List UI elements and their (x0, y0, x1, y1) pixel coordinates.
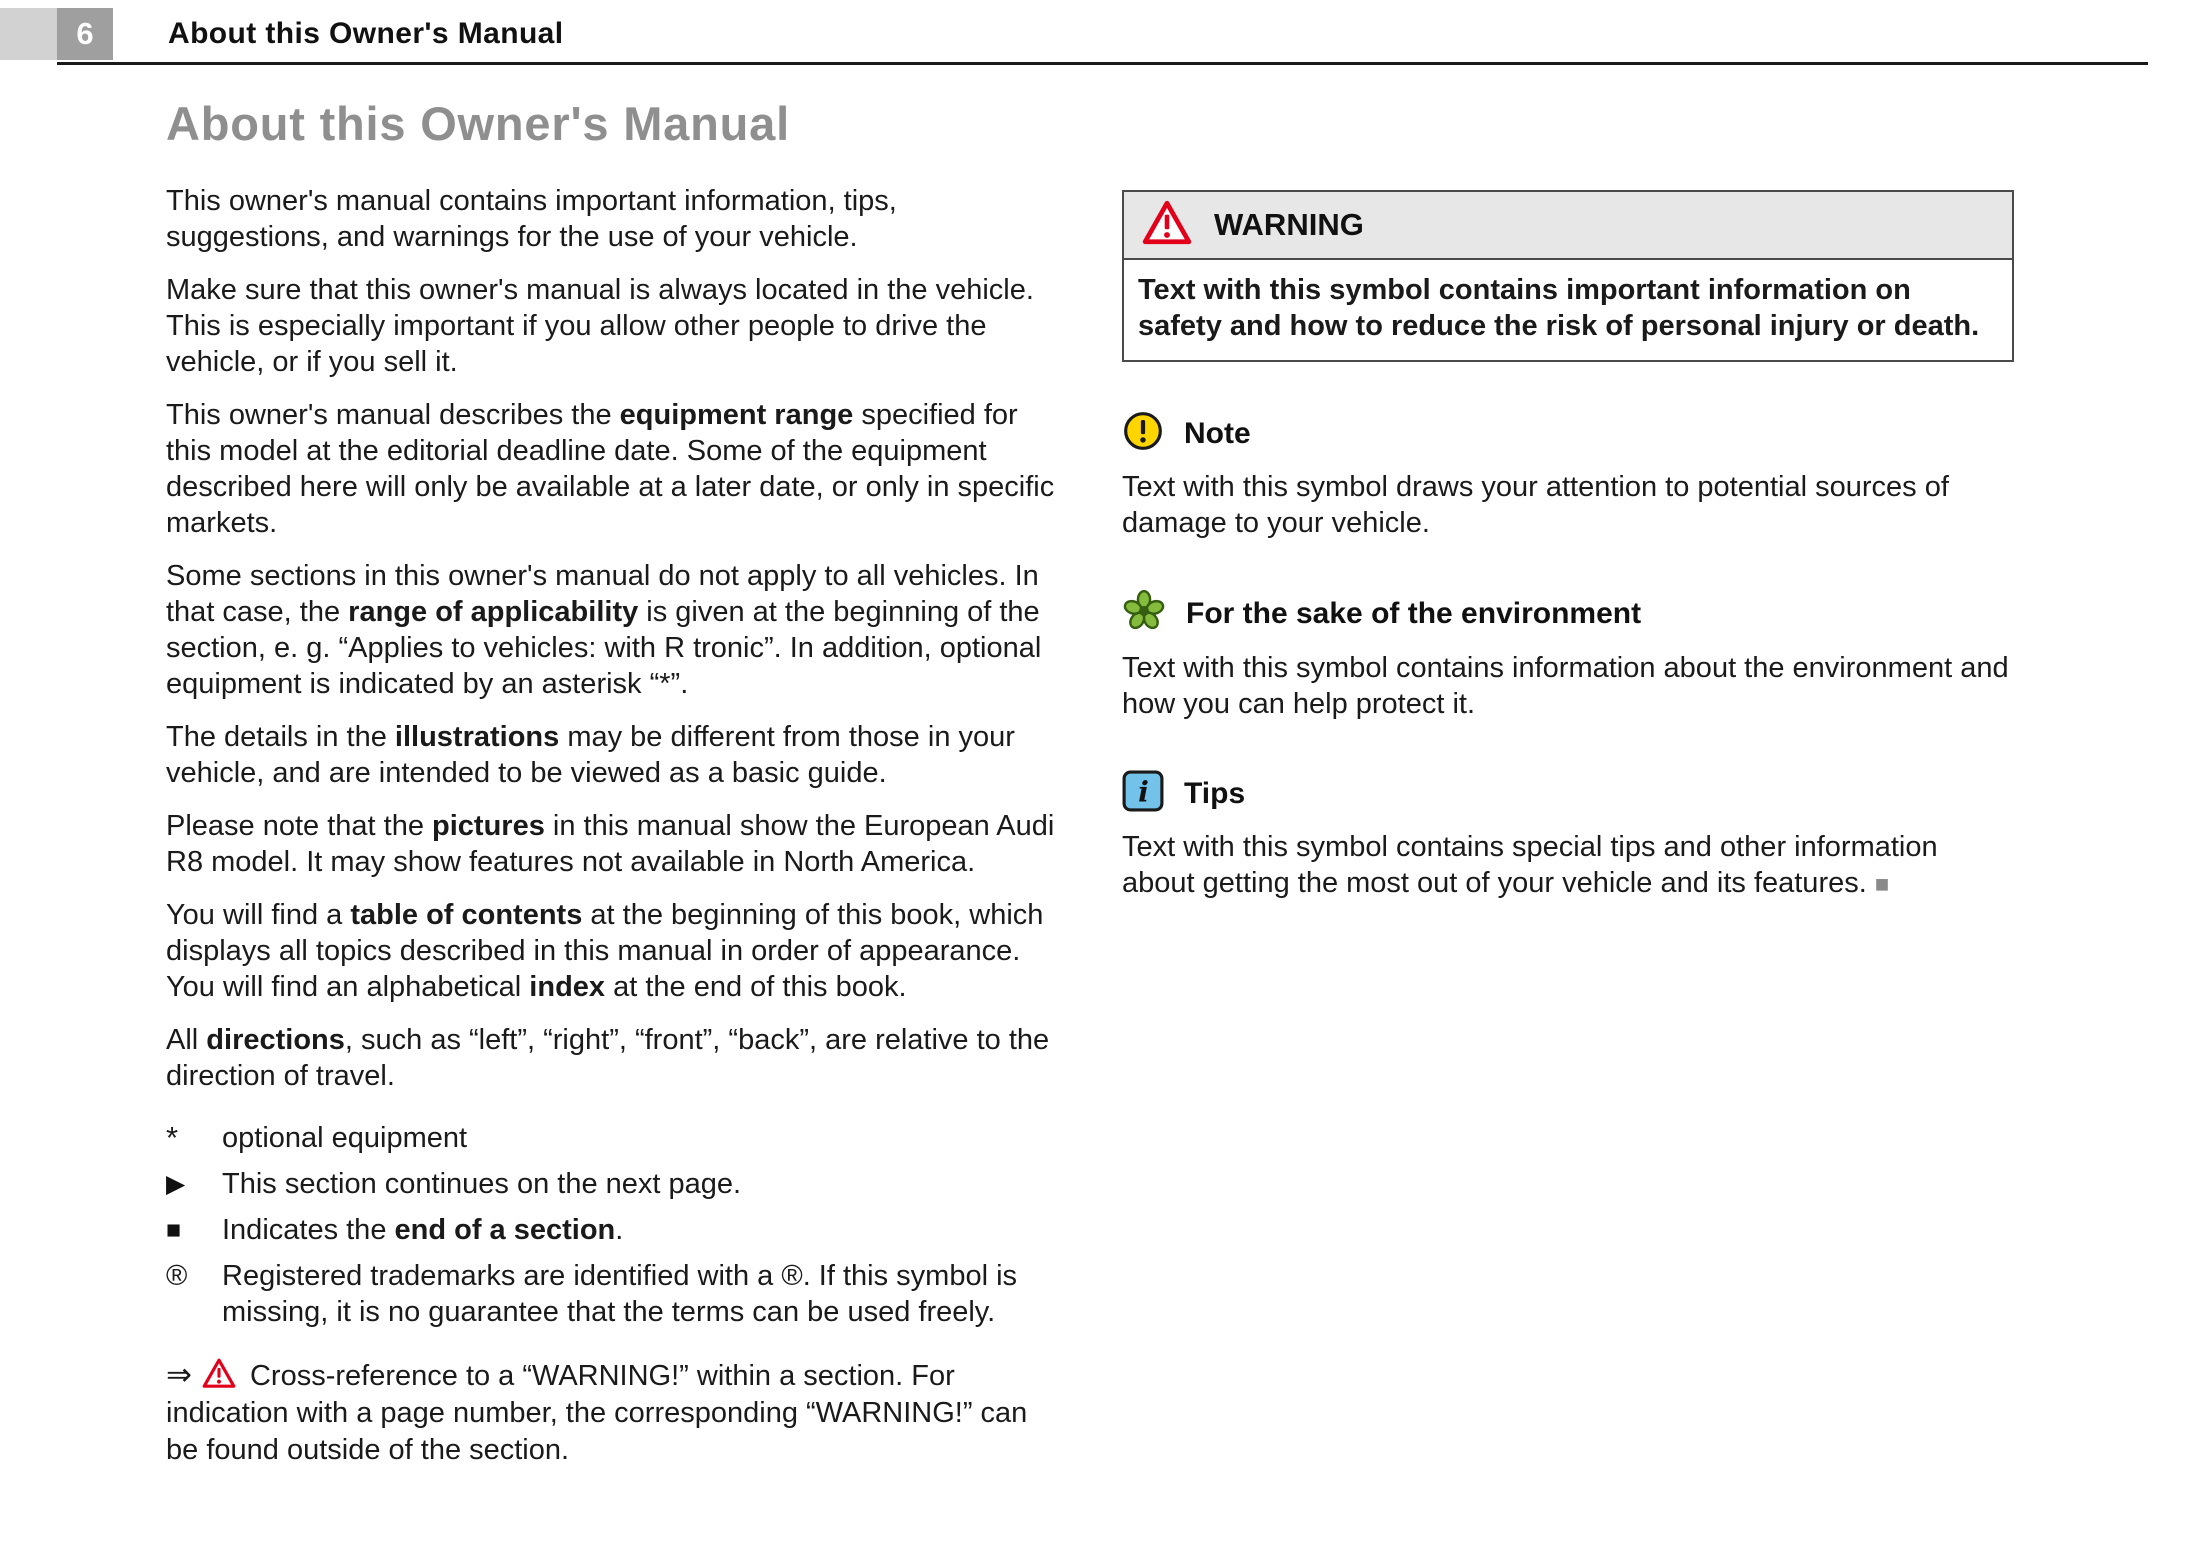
end-of-section-marker: ■ (1874, 871, 1890, 898)
page-number: 6 (57, 8, 113, 60)
right-column (1122, 190, 2014, 903)
legend-item-label: This section continues on the next page. (222, 1168, 742, 1200)
svg-text:i: i (1138, 774, 1149, 809)
environment-section (1122, 589, 2014, 722)
environment-title: For the sake of the environment (1186, 596, 1642, 630)
legend-item-label: optional equipment (222, 1122, 468, 1154)
cross-reference-text: Cross-reference to a “WARNING!” within a section. For indication with a page number, the corresponding “WARNING!” can be found outside of the section. (166, 1360, 1028, 1466)
paragraph: Make sure that this owner's manual is always located in the vehicle. This is especially important if you allow other people to drive the vehicle, or if you sell it. (166, 274, 1034, 378)
symbol-legend (166, 1120, 1058, 1330)
paragraph: All directions, such as “left”, “right”, “front”, “back”, are relative to the direction of travel. (166, 1024, 1050, 1092)
note-body: Text with this symbol draws your attention to potential sources of damage to your vehicle. (1122, 471, 1949, 539)
tips-body (1122, 829, 2014, 903)
page-title: About this Owner's Manual (166, 97, 790, 150)
paragraph: You will find a table of contents at the beginning of this book, which displays all topics described in this manual in order of appearance. You will find an alphabetical index at the end of this book. (166, 899, 1044, 1003)
paragraph: This owner's manual describes the equipment range specified for this model at the editorial deadline date. Some of the equipment described here will only be available at a later date, or only in specific markets. (166, 399, 1055, 539)
page-number-strip (0, 8, 57, 60)
legend-item-label: Indicates the end of a section. (222, 1214, 624, 1246)
tips-section-header (1122, 770, 2014, 817)
paragraph: Some sections in this owner's manual do not apply to all vehicles. In that case, the range of applicability is given at the beginning of the section, e. g. “Applies to vehicles: with R tronic”. In addition, optional equipment is indicated by an asterisk “*”. (166, 560, 1042, 700)
header-divider (57, 62, 2148, 65)
tips-section (1122, 770, 2014, 903)
continue-triangle-icon: ▶ (166, 1170, 186, 1198)
tips-title: Tips (1184, 776, 1246, 810)
left-column (166, 96, 1058, 1498)
end-of-section-icon: ■ (166, 1216, 182, 1244)
double-arrow-icon: ⇒ (166, 1357, 192, 1392)
environment-body: Text with this symbol contains information about the environment and how you can help protect it. (1122, 652, 2009, 720)
warning-box (1122, 190, 2014, 362)
environment-section-header (1122, 589, 2014, 638)
paragraph: Please note that the pictures in this manual show the European Audi R8 model. It may show features not available in North America. (166, 810, 1055, 878)
warning-triangle-icon (202, 1358, 236, 1389)
environment-flower-icon (1122, 589, 1166, 638)
page-header (0, 8, 2204, 60)
legend-item-end-of-section (166, 1212, 1058, 1248)
note-section-header (1122, 410, 2014, 457)
legend-item-label: Registered trademarks are identified with a ®. If this symbol is missing, it is no guarantee that the terms can be used freely. (222, 1260, 1018, 1328)
note-section (1122, 410, 2014, 541)
legend-item-registered-trademark (166, 1258, 1058, 1330)
header-chapter-title: About this Owner's Manual (168, 17, 564, 50)
paragraph: The details in the illustrations may be different from those in your vehicle, and are intended to be viewed as a basic guide. (166, 721, 1015, 789)
warning-title: WARNING (1214, 207, 1364, 242)
legend-item-optional-equipment (166, 1120, 1058, 1156)
legend-item-section-continues (166, 1166, 1058, 1202)
registered-trademark-icon: ® (166, 1260, 188, 1292)
note-exclamation-icon (1122, 410, 1164, 457)
cross-reference-note (166, 1356, 1058, 1469)
tips-body-text: Text with this symbol contains special tips and other information about getting the most out of your vehicle and its features. (1122, 831, 1938, 899)
warning-triangle-icon (1142, 200, 1192, 251)
warning-box-header (1124, 192, 2012, 260)
paragraph: This owner's manual contains important information, tips, suggestions, and warnings for the use of your vehicle. (166, 185, 897, 253)
asterisk-marker: * (166, 1120, 179, 1155)
note-title: Note (1184, 416, 1251, 450)
tips-info-icon (1122, 770, 1164, 817)
warning-body: Text with this symbol contains important information on safety and how to reduce the risk of personal injury or death. (1138, 274, 1980, 342)
